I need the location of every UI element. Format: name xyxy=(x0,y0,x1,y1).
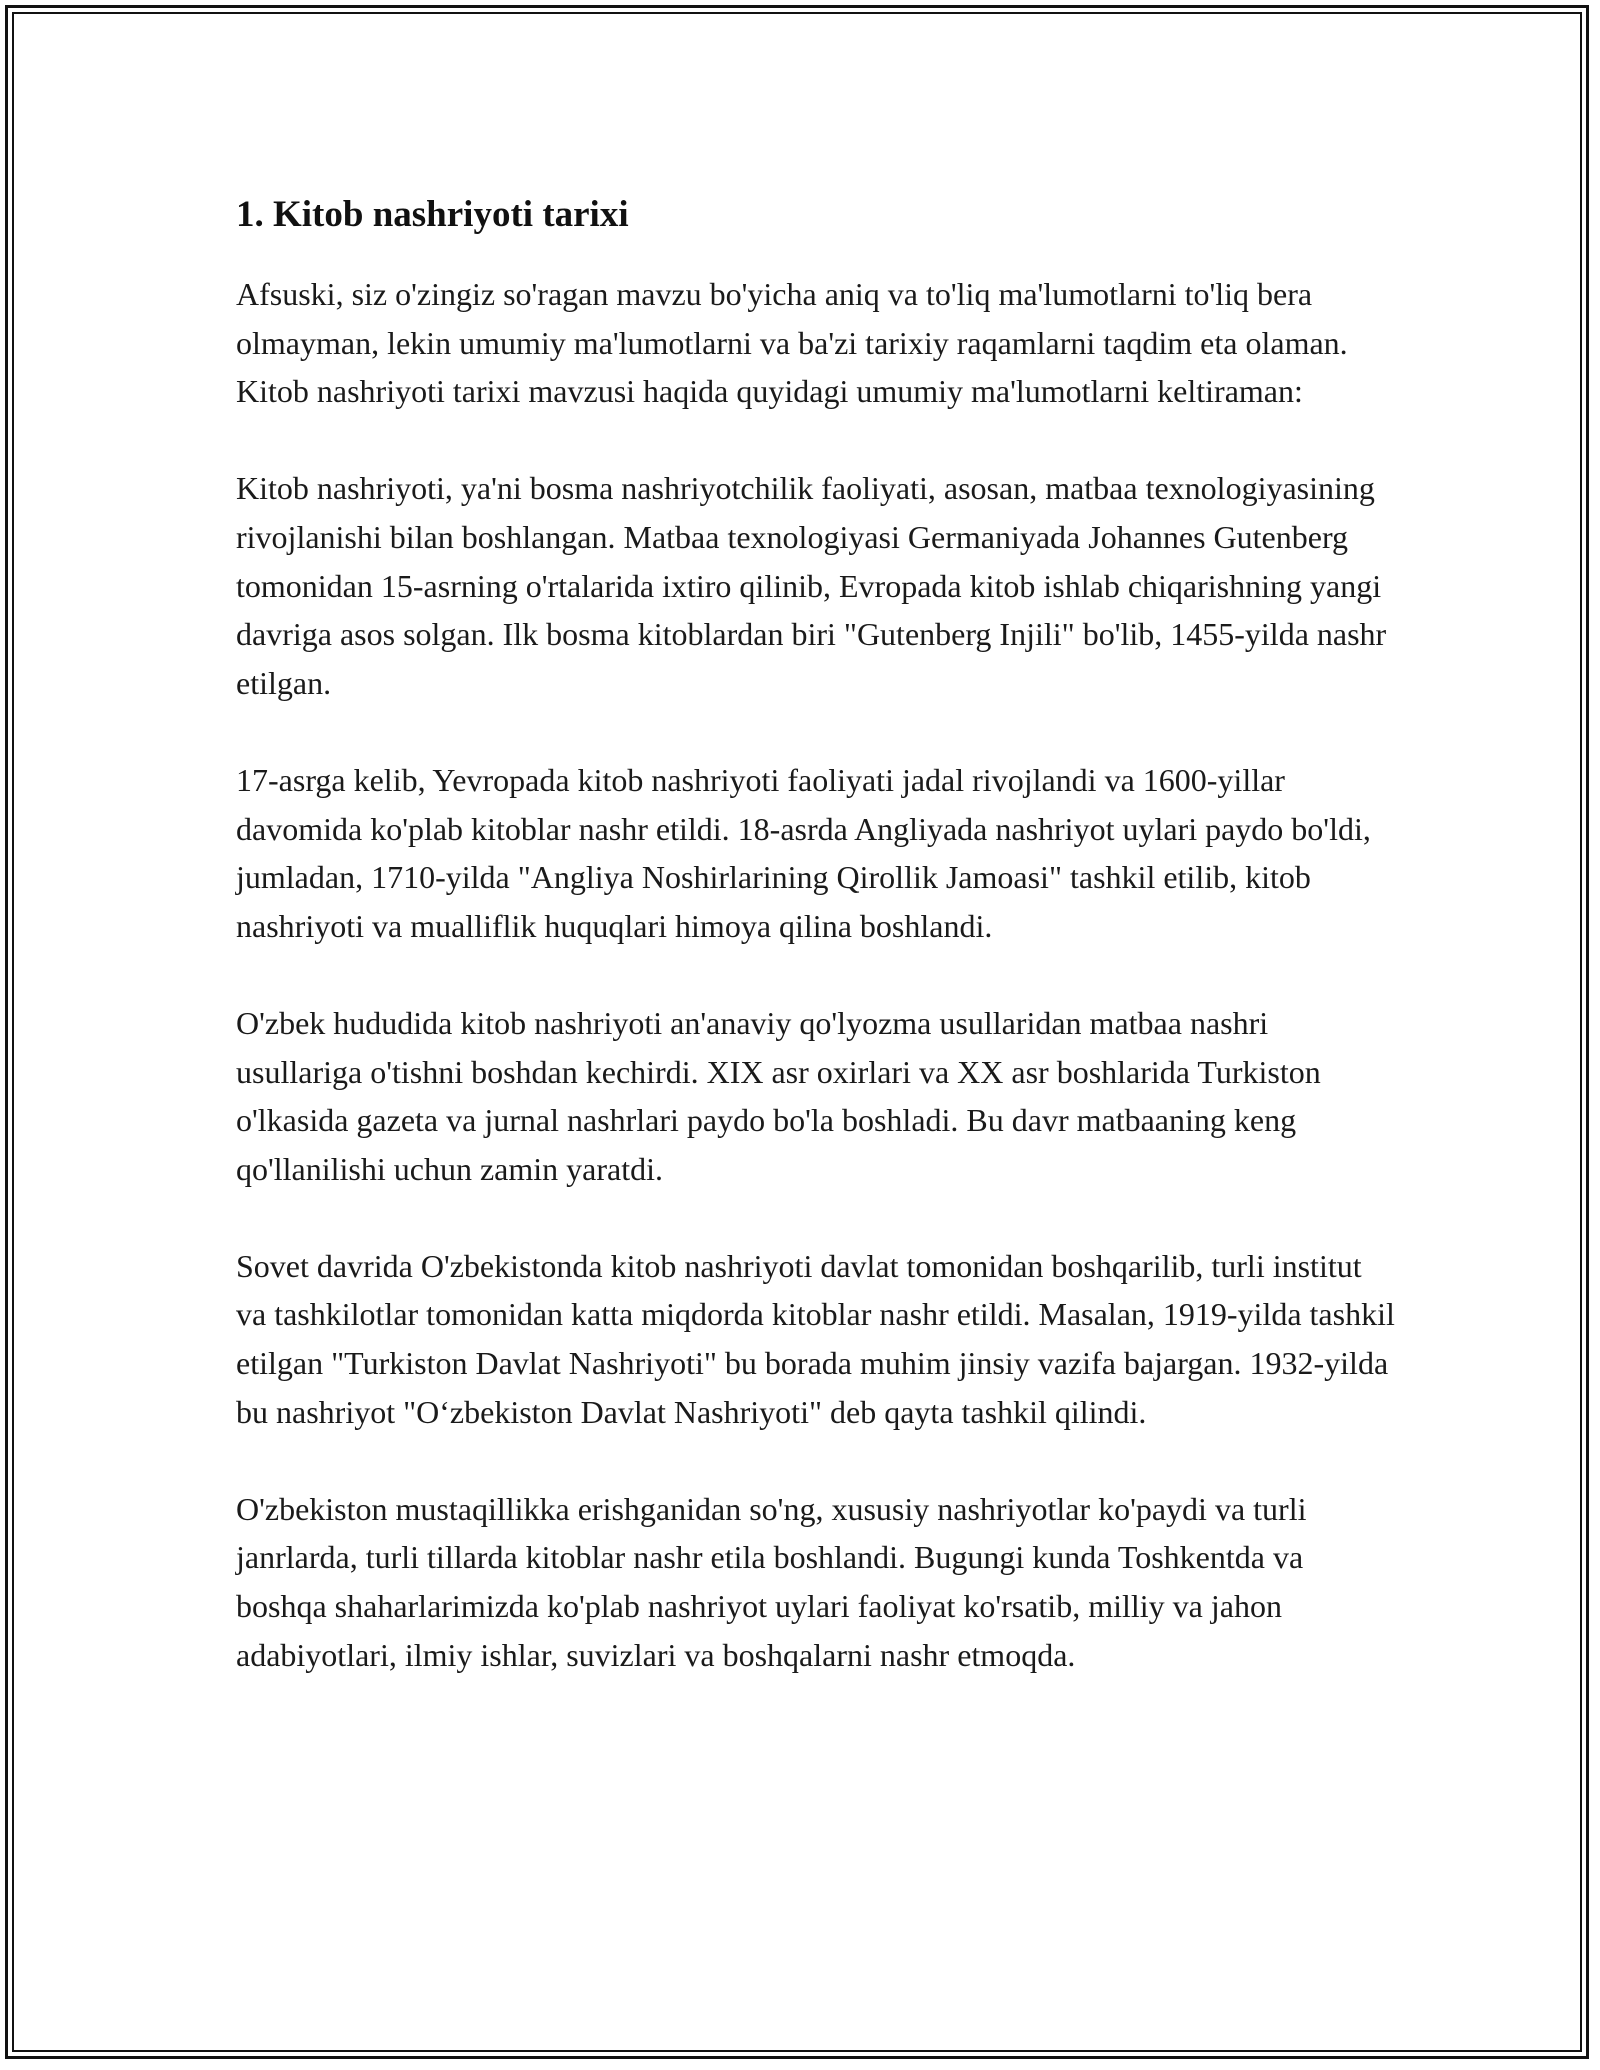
paragraph-europe: 17-asrga kelib, Yevropada kitob nashriyoti faoliyati jadal rivojlandi va 1600-yillar davomida ko'plab kitoblar nashr etildi. 18-asrda Angliyada nashriyot uylari paydo bo'ldi, jumladan, 1710-yilda "Angliya Noshirlarining Qirollik Jamoasi" tashkil etilib, kitob nashriyoti va mualliflik huquqlari himoya qilina boshlandi. xyxy=(236,761,1371,944)
section-title: 1. Kitob nashriyoti tarixi xyxy=(236,194,629,235)
paragraph-intro: Afsuski, siz o'zingiz so'ragan mavzu bo'yicha aniq va to'liq ma'lumotlarni to'liq bera olmayman, lekin umumiy ma'lumotlarni va ba'zi tarixiy raqamlarni taqdim eta olaman. Kitob nashriyoti tarixi mavzusi haqida quyidagi umumiy ma'lumotlarni keltiraman: xyxy=(236,276,1348,410)
paragraph-independence: O'zbekiston mustaqillikka erishganidan so'ng, xususiy nashriyotlar ko'paydi va turli janrlarda, turli tillarda kitoblar nashr etila boshlandi. Bugungi kunda Toshkentda va boshqa shaharlarimizda ko'plab nashriyot uylari faoliyat ko'rsatib, milliy va jahon adabiyotlari, ilmiy ishlar, suvizlari va boshqalarni nashr etmoqda. xyxy=(236,1490,1307,1673)
paragraph-uzbek-region: O'zbek hududida kitob nashriyoti an'anaviy qo'lyozma usullaridan matbaa nashri usullariga o'tishni boshdan kechirdi. XIX asr oxirlari va XX asr boshlarida Turkiston o'lkasida gazeta va jurnal nashrlari paydo bo'la boshladi. Bu davr matbaaning keng qo'llanilishi uchun zamin yaratdi. xyxy=(236,1004,1321,1187)
document-body xyxy=(236,186,1396,1679)
paragraph-soviet-era: Sovet davrida O'zbekistonda kitob nashriyoti davlat tomonidan boshqarilib, turli institut va tashkilotlar tomonidan katta miqdorda kitoblar nashr etildi. Masalan, 1919-yilda tashkil etilgan "Turkiston Davlat Nashriyoti" bu borada muhim jinsiy vazifa bajargan. 1932-yilda bu nashriyot "O‘zbekiston Davlat Nashriyoti" deb qayta tashkil qilindi. xyxy=(236,1247,1395,1430)
paragraph-gutenberg: Kitob nashriyoti, ya'ni bosma nashriyotchilik faoliyati, asosan, matbaa texnologiyasining rivojlanishi bilan boshlangan. Matbaa texnologiyasi Germaniyada Johannes Gutenberg tomonidan 15-asrning o'rtalarida ixtiro qilinib, Evropada kitob ishlab chiqarishning yangi davriga asos solgan. Ilk bosma kitoblardan biri "Gutenberg Injili" bo'lib, 1455-yilda nashr etilgan. xyxy=(236,470,1387,701)
